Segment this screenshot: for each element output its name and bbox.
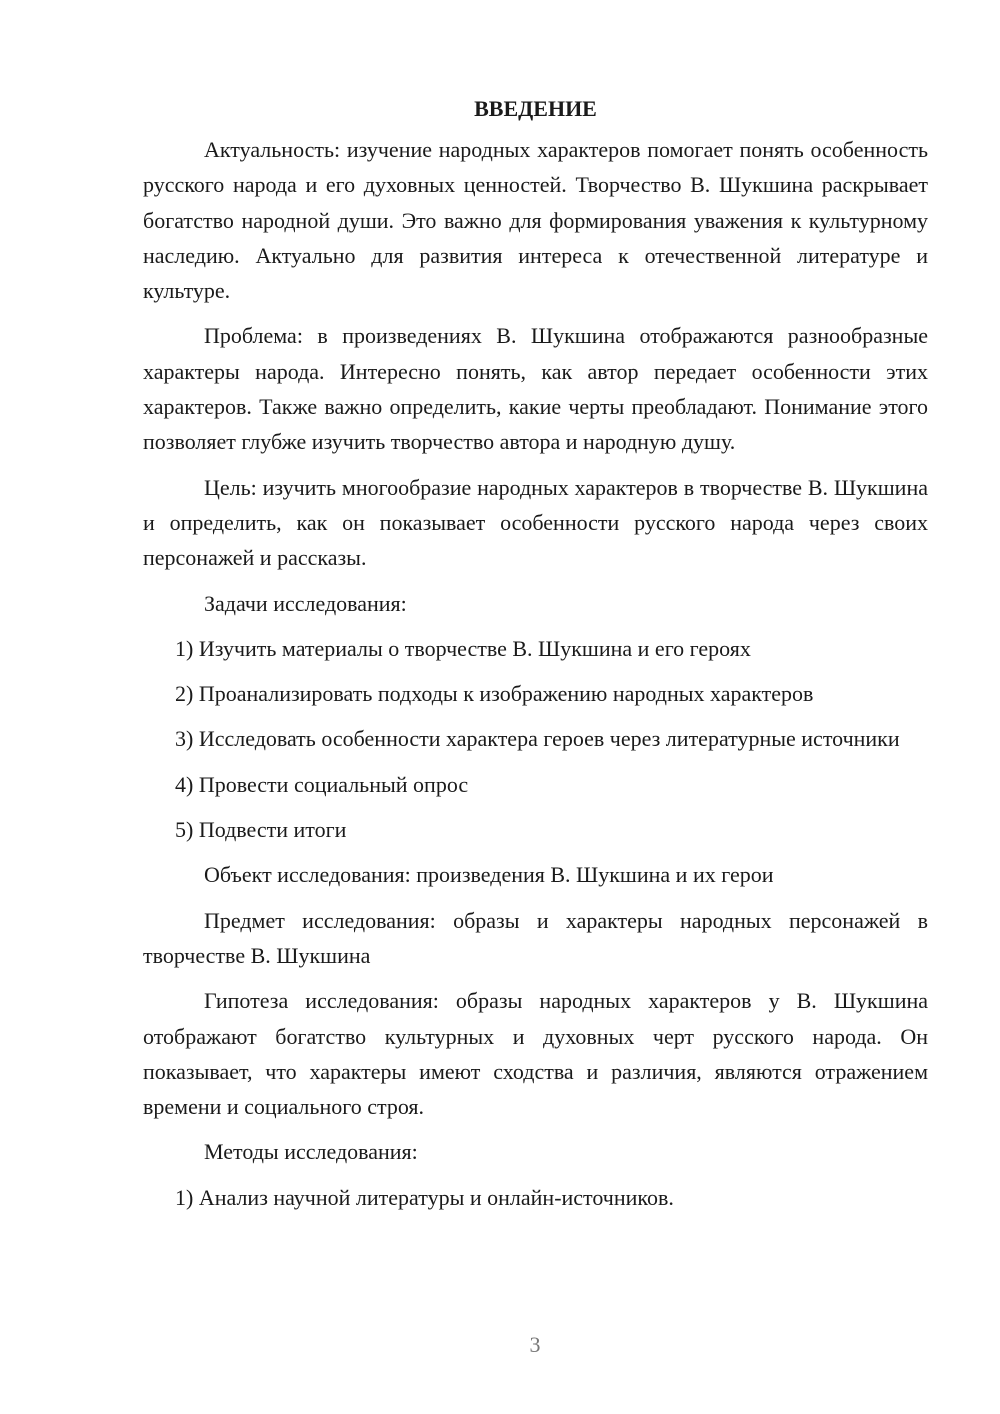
goal-paragraph: Цель: изучить многообразие народных характеров в творчестве В. Шукшина и определить, как он показывает особенности русского народа через своих персонажей и рассказы.: [143, 474, 928, 571]
page-number: 3: [529, 1332, 541, 1357]
task-item-3: 3) Исследовать особенности характера героев через литературные источники: [175, 726, 900, 752]
task-item-5: 5) Подвести итоги: [175, 817, 347, 843]
method-item-1: 1) Анализ научной литературы и онлайн-источников.: [175, 1184, 674, 1210]
task-item-2: 2) Проанализировать подходы к изображению народных характеров: [175, 681, 814, 707]
page-title: ВВЕДЕНИЕ: [474, 96, 597, 121]
document-page: [143, 92, 928, 1215]
task-item-1: 1) Изучить материалы о творчестве В. Шукшина и его героях: [175, 635, 751, 661]
problem-paragraph: Проблема: в произведениях В. Шукшина отображаются разнообразные характеры народа. Интересно понять, как автор передает особенности этих характеров. Также важно определить, какие черты преобладают. Понимание этого позволяет глубже изучить творчество автора и народную душу.: [143, 323, 928, 455]
tasks-heading: Задачи исследования:: [204, 590, 407, 616]
relevance-paragraph: Актуальность: изучение народных характеров помогает понять особенность русского народа и его духовных ценностей. Творчество В. Шукшина раскрывает богатство народной души. Это важно для формирования уважения к культурному наследию. Актуально для развития интереса к отечественной литературе и культуре.: [143, 137, 928, 304]
object-paragraph: Объект исследования: произведения В. Шукшина и их герои: [204, 862, 774, 888]
subject-paragraph: Предмет исследования: образы и характеры народных персонажей в творчестве В. Шукшина: [143, 907, 928, 968]
hypothesis-paragraph: Гипотеза исследования: образы народных характеров у В. Шукшина отображают богатство культурных и духовных черт русского народа. Он показывает, что характеры имеют сходства и различия, являются отражением времени и социального строя.: [143, 988, 928, 1120]
methods-heading: Методы исследования:: [204, 1139, 418, 1165]
task-item-4: 4) Провести социальный опрос: [175, 771, 469, 797]
